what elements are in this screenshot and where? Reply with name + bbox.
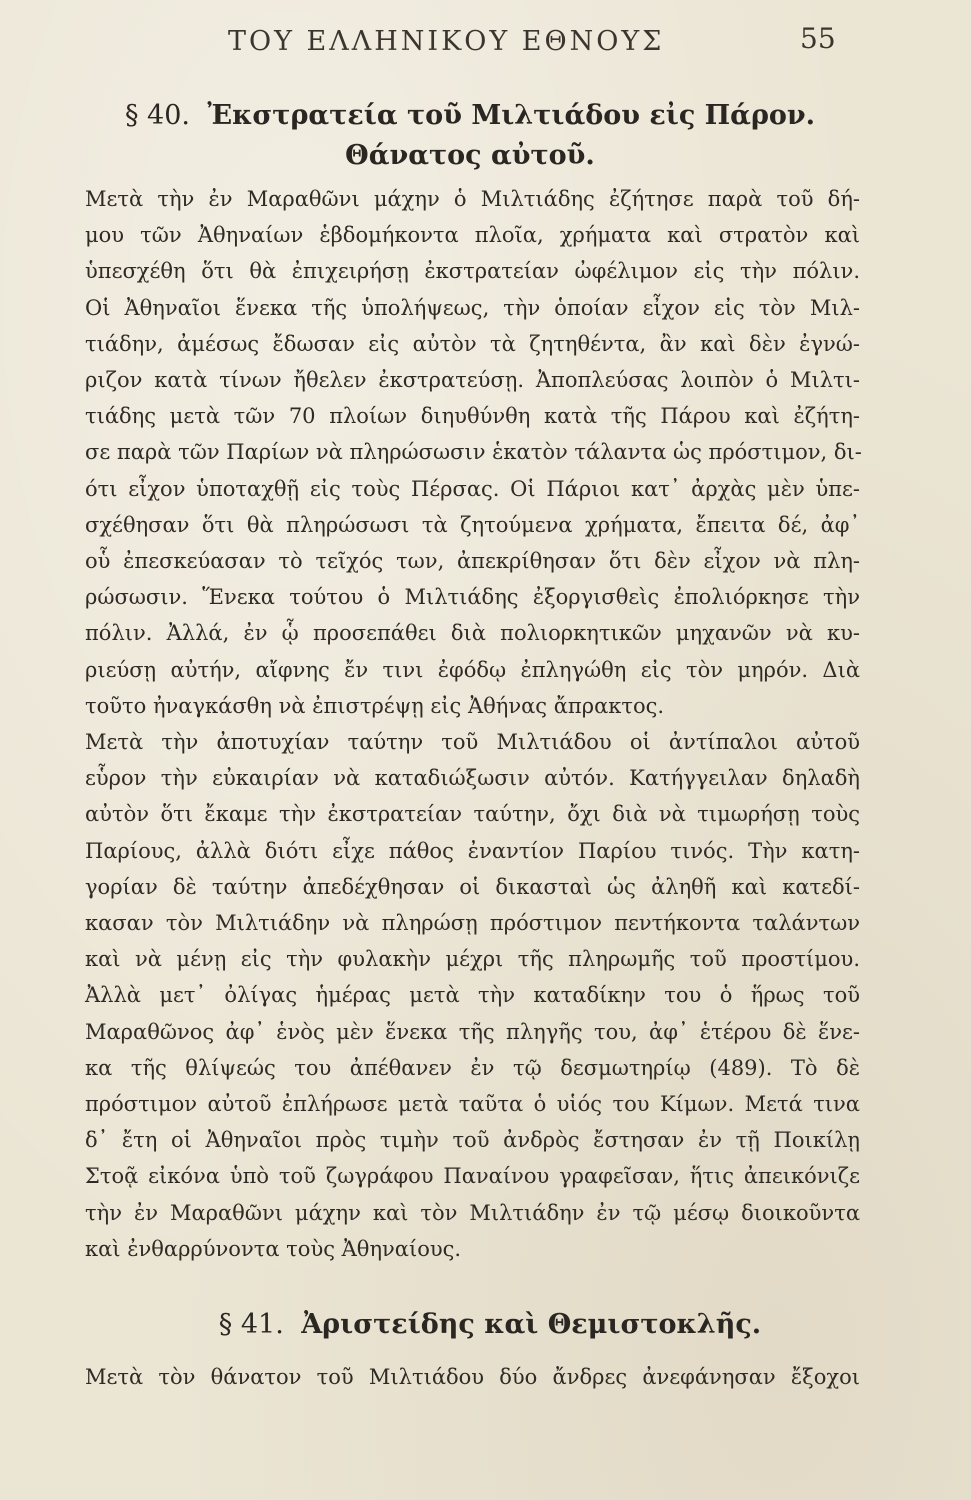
section-40-subtitle: Θάνατος αὐτοῦ. — [345, 140, 595, 171]
section-40-title: Ἐκστρατεία τοῦ Μιλτιάδου εἰς Πάρον. — [207, 100, 816, 131]
text-line: καὶ νὰ μένῃ εἰς τὴν φυλακὴν μέχρι τῆς πληρωμῆς τοῦ προστίμου. — [85, 947, 860, 972]
text-line: ριζον κατὰ τίνων ἤθελεν ἐκστρατεύσῃ. Ἀποπλεύσας λοιπὸν ὁ Μιλτι- — [85, 368, 860, 392]
text-line: εὗρον τὴν εὐκαιρίαν νὰ καταδιώξωσιν αὐτόν. Κατήγγειλαν δηλαδὴ — [85, 766, 860, 791]
text-line: Οἱ Ἀθηναῖοι ἕνεκα τῆς ὑπολήψεως, τὴν ὁποίαν εἶχον εἰς τὸν Μιλ- — [85, 295, 860, 320]
text-line: μου τῶν Ἀθηναίων ἑβδομήκοντα πλοῖα, χρήματα καὶ στρατὸν καὶ — [85, 223, 860, 248]
text-line: τὴν ἐν Μαραθῶνι μάχην καὶ τὸν Μιλτιάδην ἐν τῷ μέσῳ διοικοῦντα — [85, 1200, 860, 1225]
text-line: τιάδην, ἀμέσως ἔδωσαν εἰς αὐτὸν τὰ ζητηθέντα, ἂν καὶ δὲν ἐγνώ- — [85, 331, 860, 356]
text-line: τιάδης μετὰ τῶν 70 πλοίων διηυθύνθη κατὰ τῆς Πάρου καὶ ἐζήτη- — [85, 404, 860, 429]
text-line: σχέθησαν ὅτι θὰ πληρώσωσι τὰ ζητούμενα χρήματα, ἔπειτα δέ, ἀφ᾽ — [85, 512, 860, 537]
text-line: ὑπεσχέθη ὅτι θὰ ἐπιχειρήσῃ ἐκστρατείαν ὠφέλιμον εἰς τὴν πόλιν. — [85, 259, 860, 284]
text-line: κα τῆς θλίψεώς του ἀπέθανεν ἐν τῷ δεσμωτηρίῳ (489). Τὸ δὲ — [85, 1055, 860, 1080]
section-41-number: § 41. — [218, 1309, 284, 1340]
text-line: οὗ ἐπεσκεύασαν τὸ τεῖχός των, ἀπεκρίθησαν ὅτι δὲν εἶχον νὰ πλη- — [85, 549, 860, 573]
text-line: κασαν τὸν Μιλτιάδην νὰ πληρώσῃ πρόστιμον πεντήκοντα ταλάντων — [85, 911, 860, 935]
section-41-heading — [60, 1305, 920, 1345]
text-line: Μετὰ τὴν ἐν Μαραθῶνι μάχην ὁ Μιλτιάδης ἐζήτησε παρὰ τοῦ δή- — [85, 187, 860, 211]
text-line: ριεύσῃ αὐτήν, αἴφνης ἔν τινι ἐφόδῳ ἐπληγώθη εἰς τὸν μηρόν. Διὰ — [85, 657, 860, 682]
section-40-number: § 40. — [124, 100, 190, 131]
page-number: 55 — [800, 22, 836, 55]
text-line: δ᾽ ἔτη οἱ Ἀθηναῖοι πρὸς τιμὴν τοῦ ἀνδρὸς ἔστησαν ἐν τῇ Ποικίλῃ — [85, 1128, 860, 1153]
text-line: πρόστιμον αὐτοῦ ἐπλήρωσε μετὰ ταῦτα ὁ υἱός του Κίμων. Μετά τινα — [85, 1092, 860, 1116]
text-line: Μετὰ τὴν ἀποτυχίαν ταύτην τοῦ Μιλτιάδου οἱ ἀντίπαλοι αὐτοῦ — [85, 730, 860, 754]
section-41-title: Ἀριστείδης καὶ Θεμιστοκλῆς. — [301, 1309, 762, 1340]
running-head: ΤΟΥ ΕΛΛΗΝΙΚΟΥ ΕΘΝΟΥΣ — [228, 26, 665, 57]
text-line: Παρίους, ἀλλὰ διότι εἶχε πάθος ἐναντίον Παρίου τινός. Τὴν κατη- — [85, 838, 860, 863]
text-line: καὶ ἐνθαρρύνοντα τοὺς Ἀθηναίους. — [85, 1236, 462, 1261]
text-line: ρώσωσιν. Ἕνεκα τούτου ὁ Μιλτιάδης ἐξοργισθεὶς ἐπολιόρκησε τὴν — [85, 585, 860, 610]
text-line: τοῦτο ἠναγκάσθη νὰ ἐπιστρέψῃ εἰς Ἀθήνας ἄπρακτος. — [85, 693, 665, 718]
text-line: ότι εἶχον ὑποταχθῇ εἰς τοὺς Πέρσας. Οἱ Πάριοι κατ᾽ ἀρχὰς μὲν ὑπε- — [85, 476, 860, 501]
section-40-heading — [40, 96, 900, 136]
page-header — [0, 22, 971, 62]
text-line: γορίαν δὲ ταύτην ἀπεδέχθησαν οἱ δικασταὶ ὡς ἀληθῆ καὶ κατεδί- — [85, 874, 860, 899]
text-line: Μετὰ τὸν θάνατον τοῦ Μιλτιάδου δύο ἄνδρες ἀνεφάνησαν ἔξοχοι — [85, 1365, 860, 1389]
text-line: Στοᾷ εἰκόνα ὑπὸ τοῦ ζωγράφου Παναίνου γραφεῖσαν, ἥτις ἀπεικόνιζε — [85, 1164, 860, 1189]
text-line: Ἀλλὰ μετ᾽ ὀλίγας ἡμέρας μετὰ τὴν καταδίκην του ὁ ἥρως τοῦ — [85, 983, 860, 1008]
text-line: σε παρὰ τῶν Παρίων νὰ πληρώσωσιν ἑκατὸν τάλαντα ὡς πρόστιμον, δι- — [85, 440, 862, 465]
text-line: πόλιν. Ἀλλά, ἐν ᾧ προσεπάθει διὰ πολιορκητικῶν μηχανῶν νὰ κυ- — [85, 621, 860, 646]
text-line: Μαραθῶνος ἀφ᾽ ἑνὸς μὲν ἕνεκα τῆς πληγῆς του, ἀφ᾽ ἑτέρου δὲ ἕνε- — [85, 1019, 860, 1044]
text-line: αὐτὸν ὅτι ἔκαμε τὴν ἐκστρατείαν ταύτην, ὄχι διὰ νὰ τιμωρήσῃ τοὺς — [85, 802, 860, 827]
